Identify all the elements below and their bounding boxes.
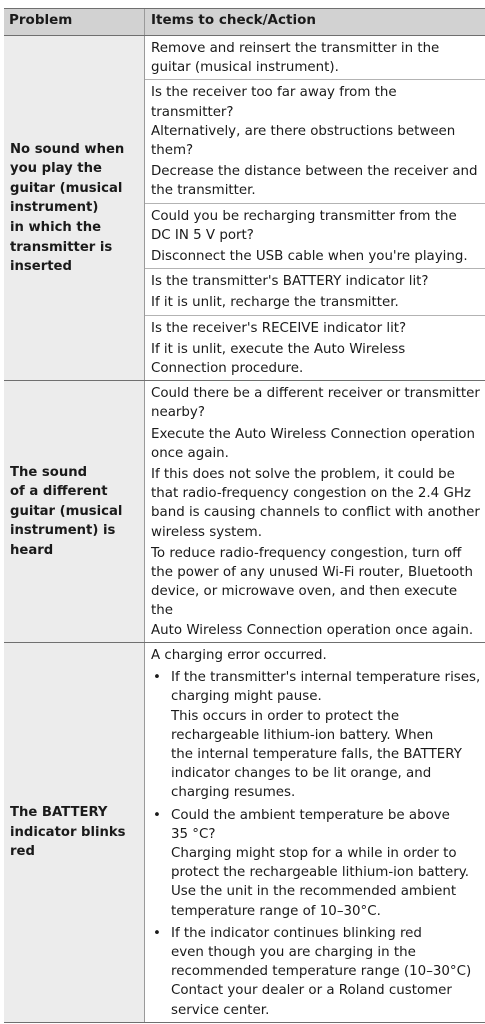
bullet-icon: •: [153, 807, 161, 823]
action-text: Decrease the distance between the receiver and the transmitter.: [151, 164, 478, 199]
problem-text: The sound of a different guitar (musical instrument) is heard: [10, 464, 123, 558]
troubleshooting-table: [4, 8, 485, 1023]
action-cell: [145, 316, 485, 381]
action-cell: [145, 36, 485, 80]
problem-group-battery-blinks: [4, 643, 485, 1023]
action-text: Is the receiver's RECEIVE indicator lit?: [151, 320, 407, 336]
action-cell: [145, 80, 485, 203]
action-text: Is the receiver too far away from the transmitter? Alternatively, are there obstructions between them?: [151, 85, 456, 159]
action-text: If it is unlit, execute the Auto Wireless Connection procedure.: [151, 341, 406, 377]
action-text: Disconnect the USB cable when you're playing.: [151, 249, 468, 265]
action-column: [144, 643, 485, 1022]
problem-text: No sound when you play the guitar (musical instrument) in which the transmitter is inserted: [10, 141, 125, 275]
action-text: A charging error occurred.: [151, 647, 327, 663]
action-cell: [145, 269, 485, 315]
header-problem: Problem: [9, 12, 73, 28]
problem-text: The BATTERY indicator blinks red: [10, 804, 126, 860]
action-cell: [145, 204, 485, 270]
bullet-icon: •: [153, 925, 161, 941]
action-text: If this does not solve the problem, it could be that radio-frequency congestion on the 2.4 GHz band is causing channels to conflict with another wireless system.: [151, 467, 480, 540]
problem-group-different-guitar: [4, 381, 485, 643]
action-text: Could there be a different receiver or transmitter nearby?: [151, 386, 480, 421]
action-text: Is the transmitter's BATTERY indicator lit?: [151, 274, 429, 290]
bullet-icon: •: [153, 670, 161, 686]
table-header: [4, 9, 485, 36]
problem-group-no-sound: [4, 36, 485, 381]
bullet-text: If the transmitter's internal temperature rises, charging might pause. This occurs in order to protect the rechargeable lithium-ion battery. When the internal temperature falls, the BATTERY indicator changes to be lit orange, and charging resumes.: [171, 670, 481, 801]
action-text: Remove and reinsert the transmitter in the guitar (musical instrument).: [151, 41, 440, 76]
problem-cell: [4, 36, 144, 380]
problem-cell: [4, 381, 144, 642]
problem-cell: [4, 643, 144, 1022]
action-column: [144, 381, 485, 642]
action-text: Execute the Auto Wireless Connection operation once again.: [151, 426, 475, 461]
bullet-item: [151, 668, 483, 802]
action-text: Could you be recharging transmitter from the DC IN 5 V port?: [151, 208, 457, 243]
action-cell: [145, 643, 485, 1022]
bullet-text: Could the ambient temperature be above 35 °C? Charging might stop for a while in order to protect the rechargeable lithium-ion battery. Use the unit in the recommended ambient temperature range of 10–30°C.: [171, 807, 470, 919]
action-column: [144, 36, 485, 380]
header-action: Items to check/Action: [144, 9, 485, 35]
bullet-item: [151, 806, 483, 921]
bullet-text: If the indicator continues blinking red even though you are charging in the recommended temperature range (10–30°C) Contact your dealer or a Roland customer service center.: [171, 925, 472, 1018]
bullet-item: [151, 924, 483, 1020]
action-text: To reduce radio-frequency congestion, turn off the power of any unused Wi-Fi router, Bluetooth device, or microwave oven, and then execute the Auto Wireless Connection operation once again.: [151, 545, 474, 638]
action-cell: [145, 381, 485, 642]
action-text: If it is unlit, recharge the transmitter.: [151, 295, 399, 311]
